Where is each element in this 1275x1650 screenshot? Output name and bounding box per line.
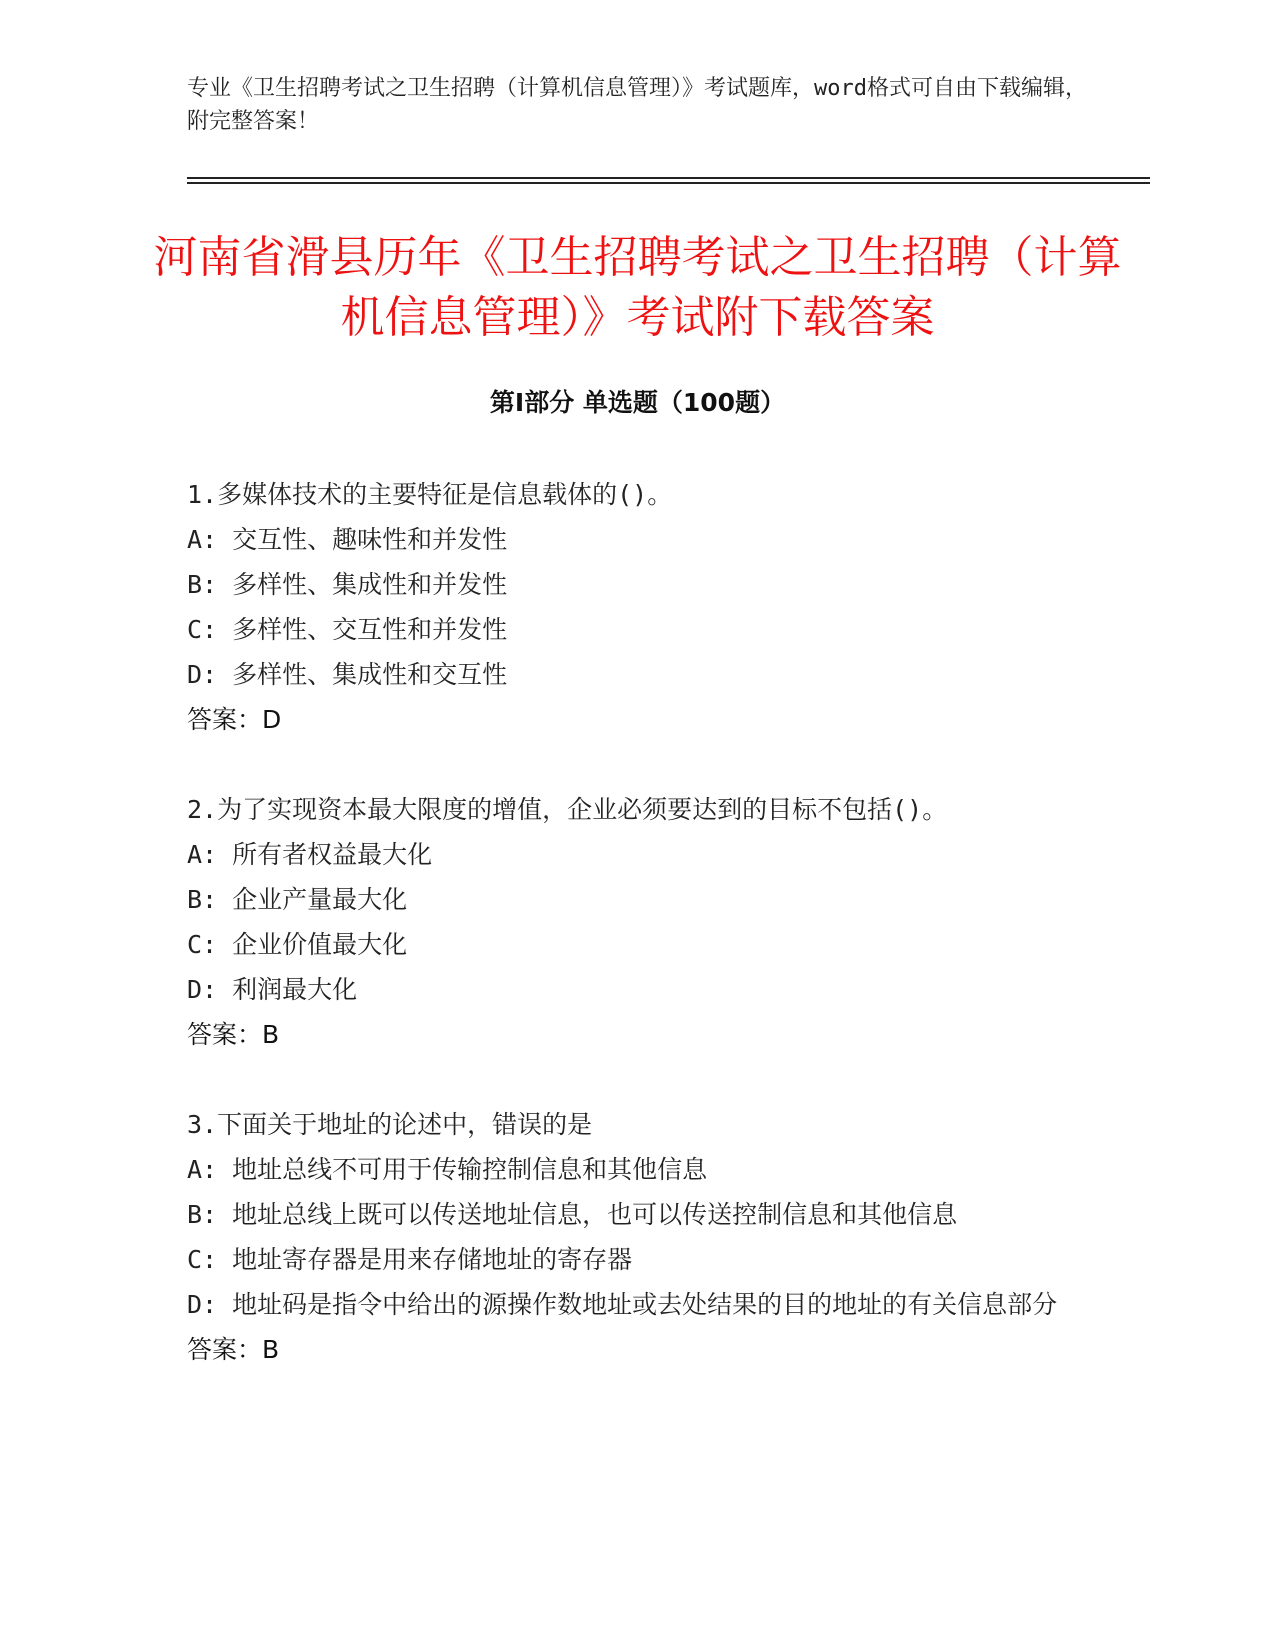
option-c: C: 多样性、交互性和并发性 xyxy=(187,615,508,644)
option-d: D: 利润最大化 xyxy=(187,975,358,1004)
option-b: B: 多样性、集成性和并发性 xyxy=(187,570,508,599)
header-rule-top xyxy=(187,177,1150,179)
header-rule-bottom xyxy=(187,182,1150,184)
option-d: D: 地址码是指令中给出的源操作数地址或去处结果的目的地址的有关信息部分 xyxy=(187,1290,1058,1319)
question-text: 3.下面关于地址的论述中，错误的是 xyxy=(187,1110,593,1139)
option-c: C: 企业价值最大化 xyxy=(187,930,408,959)
question-3 xyxy=(187,1102,1087,1372)
answer: 答案：B xyxy=(187,1335,280,1364)
option-b: B: 企业产量最大化 xyxy=(187,885,408,914)
question-text: 1.多媒体技术的主要特征是信息载体的()。 xyxy=(187,480,673,509)
document-title: 河南省滑县历年《卫生招聘考试之卫生招聘（计算机信息管理）》考试附下载答案 xyxy=(153,232,1122,343)
option-c: C: 地址寄存器是用来存储地址的寄存器 xyxy=(187,1245,633,1274)
answer: 答案：B xyxy=(187,1020,280,1049)
option-a: A: 所有者权益最大化 xyxy=(187,840,433,869)
question-1 xyxy=(187,472,1087,742)
section-title: 第Ⅰ部分 单选题（100题） xyxy=(489,388,786,417)
option-a: A: 交互性、趣味性和并发性 xyxy=(187,525,508,554)
option-d: D: 多样性、集成性和交互性 xyxy=(187,660,508,689)
header-note: 专业《卫生招聘考试之卫生招聘（计算机信息管理）》考试题库，word格式可自由下载编辑，附完整答案！ xyxy=(187,76,1087,134)
question-list xyxy=(187,472,1087,1417)
option-b: B: 地址总线上既可以传送地址信息，也可以传送控制信息和其他信息 xyxy=(187,1200,958,1229)
question-text: 2.为了实现资本最大限度的增值，企业必须要达到的目标不包括()。 xyxy=(187,795,948,824)
question-2 xyxy=(187,787,1087,1057)
option-a: A: 地址总线不可用于传输控制信息和其他信息 xyxy=(187,1155,708,1184)
answer: 答案：D xyxy=(187,705,282,734)
